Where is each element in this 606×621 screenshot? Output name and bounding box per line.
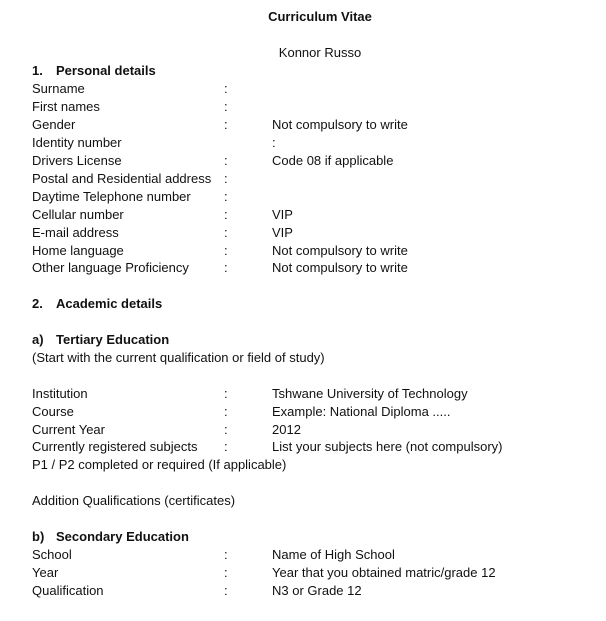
tertiary-note: (Start with the current qualification or field of study) <box>32 350 325 365</box>
row-colon: : <box>224 189 228 204</box>
heading-number: b) <box>32 529 45 544</box>
secondary-row-school <box>32 546 592 564</box>
tertiary-row-course <box>32 403 592 421</box>
secondary-row-year <box>32 564 592 582</box>
secondary-education-heading <box>32 528 189 546</box>
row-value: Example: National Diploma ..... <box>272 404 451 419</box>
row-colon: : <box>224 153 228 168</box>
personal-row-telephone <box>32 188 592 206</box>
row-value: N3 or Grade 12 <box>272 583 362 598</box>
row-value: : <box>272 135 276 150</box>
row-value: Name of High School <box>272 547 395 562</box>
personal-row-email <box>32 224 592 242</box>
personal-row-identity-number <box>32 134 592 152</box>
row-colon: : <box>224 171 228 186</box>
personal-row-other-language <box>32 259 592 277</box>
row-label: Current Year <box>32 422 105 437</box>
row-value: Year that you obtained matric/grade 12 <box>272 565 496 580</box>
row-colon: : <box>224 404 228 419</box>
heading-number: 1. <box>32 63 43 78</box>
row-label: Other language Proficiency <box>32 260 189 275</box>
personal-row-address <box>32 170 592 188</box>
row-label: Surname <box>32 81 85 96</box>
candidate-name: Konnor Russo <box>278 45 362 60</box>
row-colon: : <box>224 260 228 275</box>
p1-p2-line: P1 / P2 completed or required (If applicable) <box>32 457 287 472</box>
personal-details-heading <box>32 62 156 80</box>
row-colon: : <box>224 243 228 258</box>
heading-text: Secondary Education <box>56 529 189 544</box>
personal-row-gender <box>32 116 592 134</box>
row-label: Identity number <box>32 135 122 150</box>
personal-row-home-language <box>32 242 592 260</box>
row-value: Code 08 if applicable <box>272 153 394 168</box>
row-label: Postal and Residential address <box>32 171 212 186</box>
row-colon: : <box>224 225 228 240</box>
row-value: List your subjects here (not compulsory) <box>272 439 503 454</box>
heading-text: Academic details <box>56 296 163 311</box>
row-colon: : <box>224 386 228 401</box>
row-colon: : <box>224 422 228 437</box>
tertiary-row-subjects <box>32 438 592 456</box>
row-label: Currently registered subjects <box>32 439 198 454</box>
row-label: Gender <box>32 117 76 132</box>
row-value: VIP <box>272 225 293 240</box>
personal-row-drivers-license <box>32 152 592 170</box>
row-label: Cellular number <box>32 207 124 222</box>
heading-number: 2. <box>32 296 43 311</box>
academic-details-heading <box>32 295 162 313</box>
row-colon: : <box>224 565 228 580</box>
personal-row-first-names <box>32 98 592 116</box>
row-label: First names <box>32 99 100 114</box>
row-label: School <box>32 547 72 562</box>
personal-row-cellular <box>32 206 592 224</box>
personal-row-surname <box>32 80 592 98</box>
row-label: Daytime Telephone number <box>32 189 191 204</box>
secondary-row-qualification <box>32 582 592 600</box>
row-value: Tshwane University of Technology <box>272 386 468 401</box>
row-label: Home language <box>32 243 124 258</box>
row-value: Not compulsory to write <box>272 243 408 258</box>
row-colon: : <box>224 81 228 96</box>
heading-text: Tertiary Education <box>56 332 170 347</box>
row-colon: : <box>224 99 228 114</box>
row-label: E-mail address <box>32 225 119 240</box>
heading-text: Personal details <box>56 63 156 78</box>
row-colon: : <box>224 207 228 222</box>
tertiary-education-heading <box>32 331 169 349</box>
tertiary-row-institution <box>32 385 592 403</box>
row-label: Course <box>32 404 74 419</box>
tertiary-row-current-year <box>32 421 592 439</box>
row-label: Institution <box>32 386 88 401</box>
row-label: Qualification <box>32 583 104 598</box>
row-colon: : <box>224 583 228 598</box>
additional-qualifications: Addition Qualifications (certificates) <box>32 493 236 508</box>
row-label: Drivers License <box>32 153 122 168</box>
row-value: VIP <box>272 207 293 222</box>
row-colon: : <box>224 117 228 132</box>
row-value: Not compulsory to write <box>272 117 408 132</box>
row-value: Not compulsory to write <box>272 260 408 275</box>
row-colon: : <box>224 547 228 562</box>
row-label: Year <box>32 565 59 580</box>
heading-number: a) <box>32 332 44 347</box>
row-value: 2012 <box>272 422 301 437</box>
document-title: Curriculum Vitae <box>268 9 372 24</box>
row-colon: : <box>224 439 228 454</box>
